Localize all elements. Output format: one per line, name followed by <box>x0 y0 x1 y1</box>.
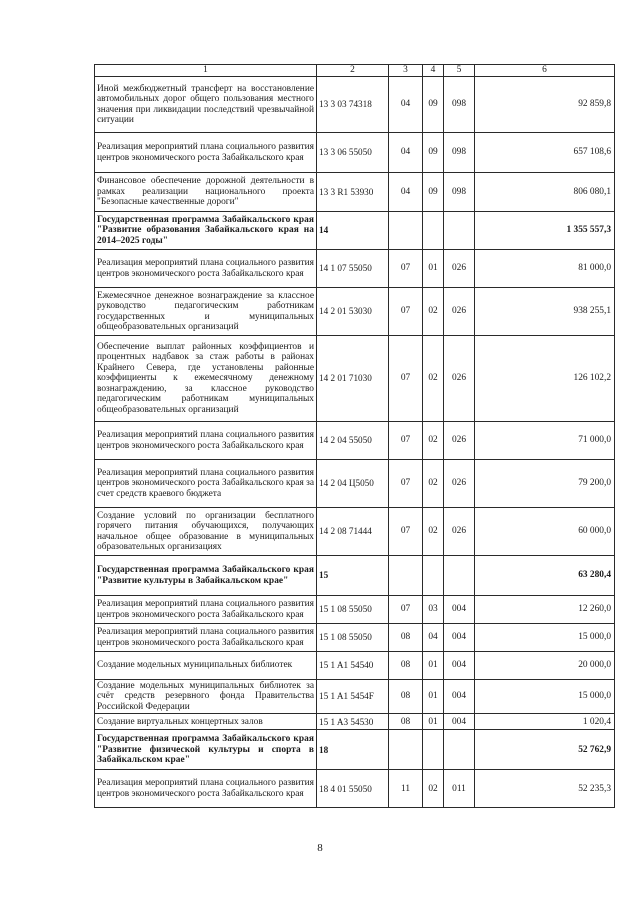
cell-amount: 938 255,1 <box>475 288 615 336</box>
cell-admin: 004 <box>444 652 475 680</box>
cell-name: Реализация мероприятий плана социального развития центров экономического роста Забайкальского края <box>95 133 317 173</box>
table-row <box>95 173 615 212</box>
cell-section <box>389 730 423 770</box>
cell-admin: 026 <box>444 460 475 508</box>
header-cell-code: 2 <box>317 65 389 77</box>
table-row <box>95 596 615 624</box>
cell-code: 13 3 R1 53930 <box>317 173 389 212</box>
cell-name: Государственная программа Забайкальского края "Развитие физической культуры и спорта в Забайкальском крае" <box>95 730 317 770</box>
cell-name: Ежемесячное денежное вознаграждение за классное руководство педагогическим работникам государственных и муниципальных общеобразовательных организаций <box>95 288 317 336</box>
cell-subsection: 04 <box>423 624 444 652</box>
cell-admin <box>444 730 475 770</box>
cell-subsection: 02 <box>423 770 444 808</box>
cell-subsection <box>423 556 444 596</box>
cell-section: 07 <box>389 288 423 336</box>
header-cell-admin: 5 <box>444 65 475 77</box>
cell-amount: 60 000,0 <box>475 508 615 556</box>
cell-section: 08 <box>389 652 423 680</box>
table-row <box>95 460 615 508</box>
table-row <box>95 250 615 288</box>
cell-admin: 026 <box>444 250 475 288</box>
table-row <box>95 652 615 680</box>
cell-amount: 1 355 557,3 <box>475 212 615 250</box>
cell-code: 18 <box>317 730 389 770</box>
cell-name: Реализация мероприятий плана социального развития центров экономического роста Забайкальского края <box>95 422 317 460</box>
cell-code: 14 2 01 71030 <box>317 336 389 422</box>
cell-code: 15 1 08 55050 <box>317 596 389 624</box>
cell-subsection <box>423 212 444 250</box>
cell-admin: 098 <box>444 77 475 133</box>
cell-subsection: 01 <box>423 714 444 730</box>
table-row <box>95 336 615 422</box>
cell-section <box>389 212 423 250</box>
cell-name: Создание модельных муниципальных библиотек за счёт средств резервного фонда Правительства Российской Федерации <box>95 680 317 714</box>
cell-admin: 026 <box>444 422 475 460</box>
cell-name: Иной межбюджетный трансферт на восстановление автомобильных дорог общего пользования местного значения при ликвидации последствий чрезвычайной ситуации <box>95 77 317 133</box>
cell-subsection <box>423 730 444 770</box>
cell-subsection: 02 <box>423 460 444 508</box>
cell-name: Создание условий по организации бесплатного горячего питания обучающихся, получающих начальное общее образование в муниципальных образовательных организациях <box>95 508 317 556</box>
cell-section: 07 <box>389 460 423 508</box>
header-cell-section: 3 <box>389 65 423 77</box>
budget-table <box>94 64 615 808</box>
cell-amount: 657 108,6 <box>475 133 615 173</box>
cell-subsection: 02 <box>423 508 444 556</box>
cell-subsection: 09 <box>423 133 444 173</box>
table-row <box>95 714 615 730</box>
cell-code: 13 3 03 74318 <box>317 77 389 133</box>
cell-code: 14 2 04 55050 <box>317 422 389 460</box>
cell-name: Реализация мероприятий плана социального развития центров экономического роста Забайкальского края <box>95 770 317 808</box>
header-cell-name: 1 <box>95 65 317 77</box>
cell-admin: 026 <box>444 288 475 336</box>
table-header-row <box>95 65 615 77</box>
cell-admin: 026 <box>444 508 475 556</box>
cell-code: 13 3 06 55050 <box>317 133 389 173</box>
cell-admin: 098 <box>444 133 475 173</box>
cell-section: 11 <box>389 770 423 808</box>
cell-admin: 098 <box>444 173 475 212</box>
cell-section: 07 <box>389 596 423 624</box>
program-row <box>95 212 615 250</box>
cell-code: 14 2 08 71444 <box>317 508 389 556</box>
cell-name: Создание виртуальных концертных залов <box>95 714 317 730</box>
cell-section: 08 <box>389 680 423 714</box>
cell-section: 07 <box>389 250 423 288</box>
cell-section: 08 <box>389 624 423 652</box>
cell-admin <box>444 556 475 596</box>
cell-section <box>389 556 423 596</box>
budget-table-body <box>95 65 615 808</box>
table-row <box>95 422 615 460</box>
table-row <box>95 680 615 714</box>
cell-amount: 1 020,4 <box>475 714 615 730</box>
cell-amount: 126 102,2 <box>475 336 615 422</box>
cell-admin: 011 <box>444 770 475 808</box>
cell-code: 14 1 07 55050 <box>317 250 389 288</box>
cell-section: 04 <box>389 77 423 133</box>
table-row <box>95 288 615 336</box>
cell-subsection: 09 <box>423 77 444 133</box>
cell-subsection: 01 <box>423 680 444 714</box>
program-row <box>95 556 615 596</box>
table-row <box>95 770 615 808</box>
program-row <box>95 730 615 770</box>
cell-admin: 004 <box>444 624 475 652</box>
cell-amount: 15 000,0 <box>475 624 615 652</box>
cell-name: Реализация мероприятий плана социального развития центров экономического роста Забайкальского края за счет средств краевого бюджета <box>95 460 317 508</box>
table-row <box>95 77 615 133</box>
cell-section: 07 <box>389 422 423 460</box>
cell-section: 08 <box>389 714 423 730</box>
cell-amount: 52 235,3 <box>475 770 615 808</box>
cell-code: 14 2 04 Ц5050 <box>317 460 389 508</box>
cell-subsection: 03 <box>423 596 444 624</box>
table-row <box>95 508 615 556</box>
page-number: 8 <box>317 842 323 854</box>
cell-code: 15 1 A1 5454F <box>317 680 389 714</box>
cell-section: 04 <box>389 173 423 212</box>
cell-subsection: 09 <box>423 173 444 212</box>
cell-amount: 63 280,4 <box>475 556 615 596</box>
cell-code: 18 4 01 55050 <box>317 770 389 808</box>
cell-admin: 004 <box>444 714 475 730</box>
cell-name: Государственная программа Забайкальского края "Развитие культуры в Забайкальском крае" <box>95 556 317 596</box>
cell-amount: 12 260,0 <box>475 596 615 624</box>
table-row <box>95 133 615 173</box>
cell-admin: 004 <box>444 596 475 624</box>
cell-admin: 026 <box>444 336 475 422</box>
cell-name: Реализация мероприятий плана социального развития центров экономического роста Забайкальского края <box>95 624 317 652</box>
cell-section: 04 <box>389 133 423 173</box>
cell-admin: 004 <box>444 680 475 714</box>
cell-admin <box>444 212 475 250</box>
cell-code: 15 1 A3 54530 <box>317 714 389 730</box>
header-cell-amount: 6 <box>475 65 615 77</box>
cell-code: 15 1 A1 54540 <box>317 652 389 680</box>
header-cell-subsection: 4 <box>423 65 444 77</box>
table-row <box>95 624 615 652</box>
cell-subsection: 02 <box>423 336 444 422</box>
cell-section: 07 <box>389 336 423 422</box>
cell-code: 14 <box>317 212 389 250</box>
cell-subsection: 02 <box>423 288 444 336</box>
cell-amount: 20 000,0 <box>475 652 615 680</box>
cell-name: Создание модельных муниципальных библиотек <box>95 652 317 680</box>
cell-code: 15 <box>317 556 389 596</box>
cell-amount: 806 080,1 <box>475 173 615 212</box>
cell-amount: 52 762,9 <box>475 730 615 770</box>
cell-name: Реализация мероприятий плана социального развития центров экономического роста Забайкальского края <box>95 596 317 624</box>
cell-name: Финансовое обеспечение дорожной деятельности в рамках реализации национального проекта "Безопасные качественные дороги" <box>95 173 317 212</box>
cell-amount: 81 000,0 <box>475 250 615 288</box>
cell-subsection: 01 <box>423 250 444 288</box>
cell-subsection: 01 <box>423 652 444 680</box>
cell-section: 07 <box>389 508 423 556</box>
cell-name: Обеспечение выплат районных коэффициентов и процентных надбавок за стаж работы в районах Крайнего Севера, где установлены районные коэффициенты к ежемесячному денежному вознаграждению, за классное руководство педагогическим работникам муниципальных общеобразовательных организаций <box>95 336 317 422</box>
cell-name: Государственная программа Забайкальского края "Развитие образования Забайкальского края на 2014–2025 годы" <box>95 212 317 250</box>
cell-amount: 15 000,0 <box>475 680 615 714</box>
cell-name: Реализация мероприятий плана социального развития центров экономического роста Забайкальского края <box>95 250 317 288</box>
cell-code: 14 2 01 53030 <box>317 288 389 336</box>
cell-subsection: 02 <box>423 422 444 460</box>
cell-amount: 92 859,8 <box>475 77 615 133</box>
cell-amount: 71 000,0 <box>475 422 615 460</box>
cell-code: 15 1 08 55050 <box>317 624 389 652</box>
cell-amount: 79 200,0 <box>475 460 615 508</box>
